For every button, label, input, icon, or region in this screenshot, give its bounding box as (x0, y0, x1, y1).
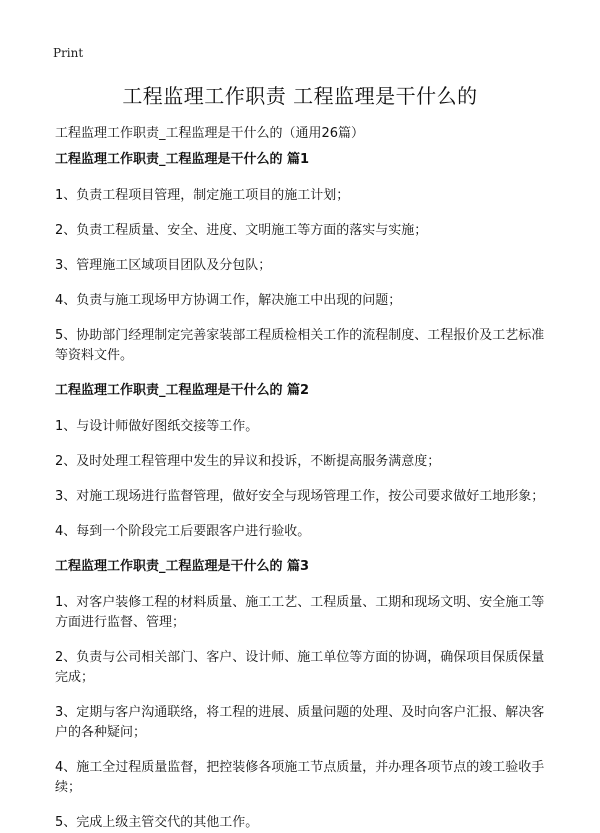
document-body (55, 150, 555, 833)
section-3-item-5: 5、完成上级主管交代的其他工作。 (55, 815, 259, 830)
page-title: 工程监理工作职责 工程监理是干什么的 (122, 84, 478, 108)
section-1-item-4: 4、负责与施工现场甲方协调工作，解决施工中出现的问题； (55, 293, 402, 308)
section-heading-1: 工程监理工作职责_工程监理是干什么的 篇1 (55, 152, 310, 167)
section-3-item-2: 2、负责与公司相关部门、客户、设计师、施工单位等方面的协调，确保项目保质保量完成； (55, 650, 545, 685)
section-heading-2: 工程监理工作职责_工程监理是干什么的 篇2 (55, 383, 310, 398)
section-1-item-3: 3、管理施工区域项目团队及分包队； (55, 258, 272, 273)
document-subtitle: 工程监理工作职责_工程监理是干什么的（通用26篇） (55, 126, 365, 141)
section-2-item-1: 1、与设计师做好图纸交接等工作。 (55, 419, 259, 434)
section-1-item-5: 5、协助部门经理制定完善家装部工程质检相关工作的流程制度、工程报价及工艺标准等资料文件。 (55, 328, 545, 363)
section-heading-3: 工程监理工作职责_工程监理是干什么的 篇3 (55, 559, 310, 574)
section-3-item-3: 3、定期与客户沟通联络，将工程的进展、质量问题的处理、及时向客户汇报、解决客户的各种疑问； (55, 705, 545, 740)
section-1-item-1: 1、负责工程项目管理，制定施工项目的施工计划； (55, 188, 350, 203)
section-2-item-4: 4、每到一个阶段完工后要跟客户进行验收。 (55, 524, 311, 539)
section-1-item-2: 2、负责工程质量、安全、进度、文明施工等方面的落实与实施； (55, 223, 428, 238)
section-3-item-1: 1、对客户装修工程的材料质量、施工工艺、工程质量、工期和现场文明、安全施工等方面进行监督、管理； (55, 595, 545, 630)
print-link[interactable]: Print (53, 46, 84, 60)
section-2-item-2: 2、及时处理工程管理中发生的异议和投诉，不断提高服务满意度； (55, 454, 441, 469)
section-2-item-3: 3、对施工现场进行监督管理，做好安全与现场管理工作，按公司要求做好工地形象； (55, 489, 545, 504)
section-3-item-4: 4、施工全过程质量监督，把控装修各项施工节点质量，并办理各项节点的竣工验收手续； (55, 760, 545, 795)
